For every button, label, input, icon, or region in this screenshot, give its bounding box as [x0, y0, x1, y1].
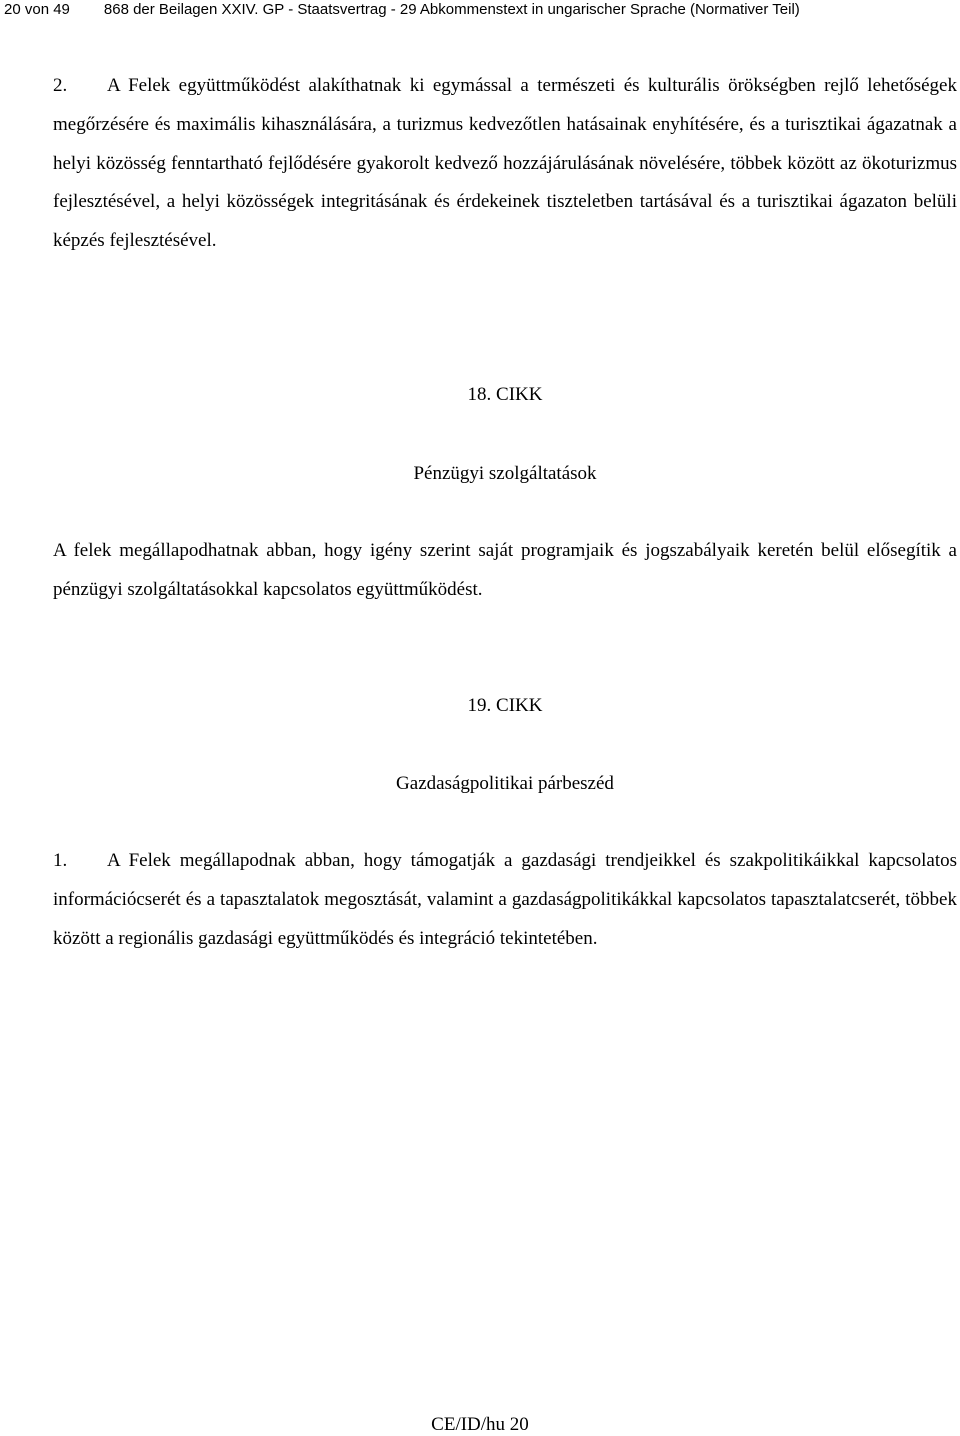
article-19-title: Gazdaságpolitikai párbeszéd	[396, 773, 614, 794]
paragraph-text: A Felek együttműködést alakíthatnak ki egymással a természeti és kulturális örökségben rejlő lehetőségek megőrzésére és maximális kihasználására, a turizmus kedvezőtlen hatásainak enyhítésére, és a turisztikai ágazatnak a helyi közösség fenntartható fejlődésére gyakorolt kedvező hozzájárulásának növelésére, többek között az ökoturizmus fejlesztésével, a helyi közösségek integritásának és érdekeinek tiszteletben tartásával és a turisztikai ágazaton belüli képzés fejlesztésével.	[53, 75, 957, 252]
page-counter: 20 von 49	[4, 1, 70, 18]
article-19-paragraph-1	[53, 842, 957, 958]
article-18-number: 18. CIKK	[467, 384, 543, 405]
paragraph-text: A felek megállapodhatnak abban, hogy igény szerint saját programjaik és jogszabályaik keretén belül elősegítik a pénzügyi szolgáltatásokkal kapcsolatos együttműködést.	[53, 540, 957, 600]
page-header	[4, 0, 800, 20]
article-18-text	[53, 532, 957, 610]
article-19-number: 19. CIKK	[467, 695, 543, 716]
paragraph-number: 1.	[53, 850, 68, 871]
paragraph-text: A Felek megállapodnak abban, hogy támogatják a gazdasági trendjeikkel és szakpolitikáikkal kapcsolatos információcserét és a tapasztalatok megosztását, valamint a gazdaságpolitikákkal kapcsolatos tapasztalatcserét, többek között a regionális gazdasági együttműködés és integráció tekintetében.	[53, 850, 957, 949]
article-18-title: Pénzügyi szolgáltatások	[413, 463, 597, 484]
page-footer-code: CE/ID/hu 20	[431, 1414, 529, 1435]
paragraph-number: 2.	[53, 75, 68, 96]
document-title: 868 der Beilagen XXIV. GP - Staatsvertrag - 29 Abkommenstext in ungarischer Sprache (Normativer Teil)	[103, 1, 800, 18]
paragraph-2	[53, 67, 957, 261]
